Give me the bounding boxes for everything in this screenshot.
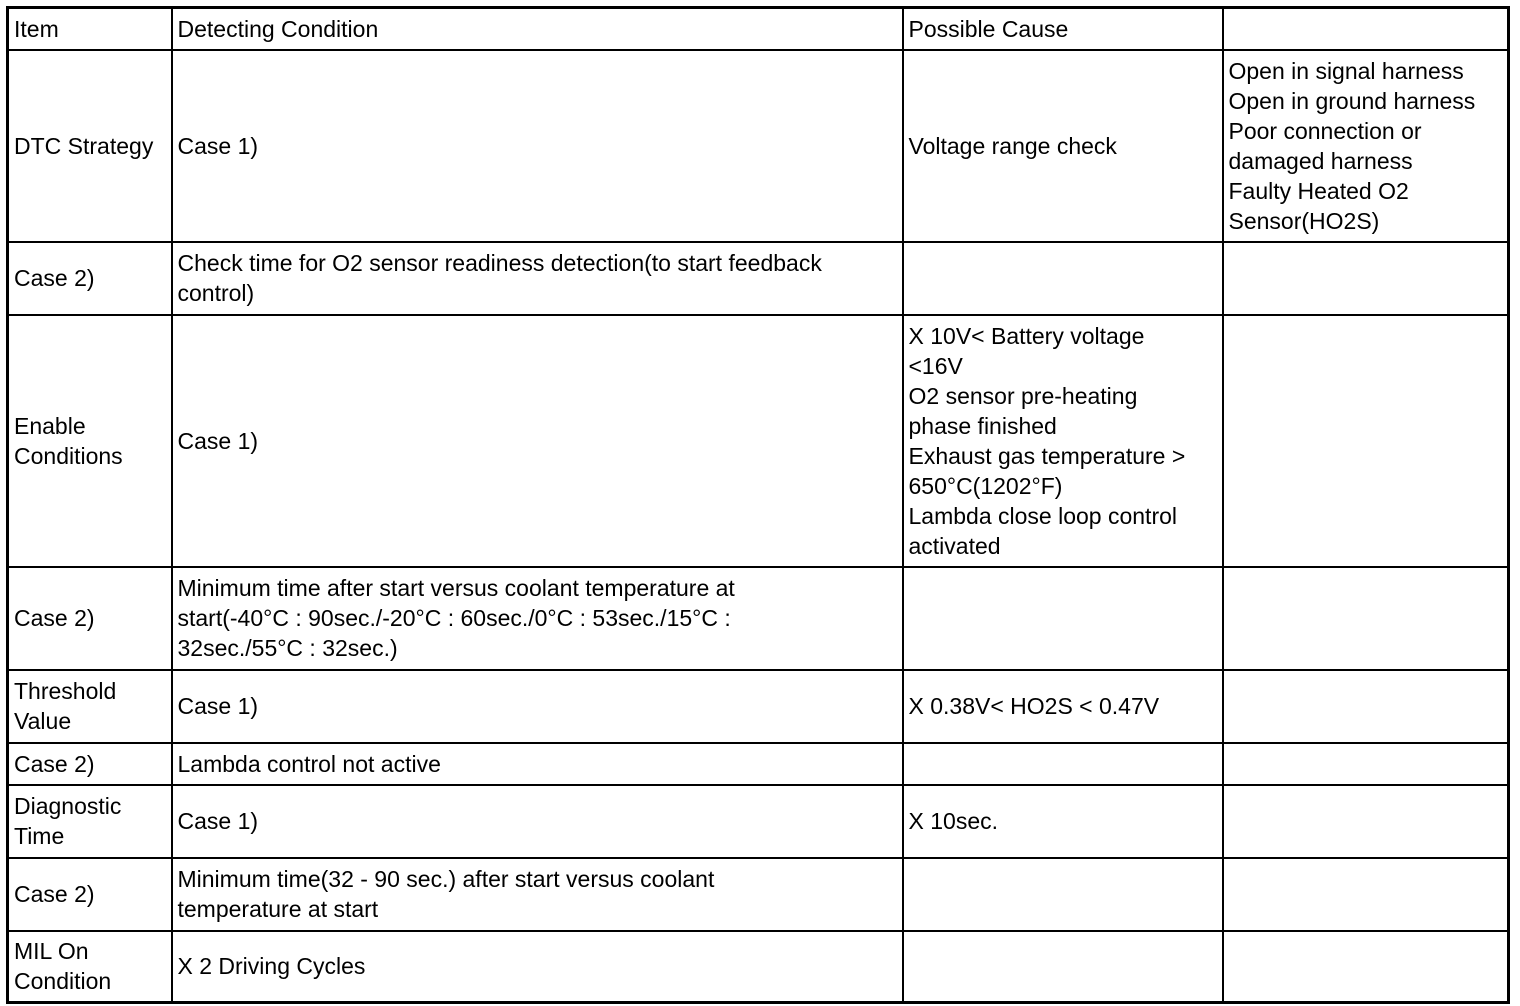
header-item: Item xyxy=(8,8,172,50)
cell-condition: Case 1) xyxy=(172,315,903,567)
cell-cause: X 0.38V< HO2S < 0.47V xyxy=(903,670,1223,743)
cell-cause xyxy=(903,858,1223,931)
cell-cause: X 10sec. xyxy=(903,785,1223,858)
header-extra xyxy=(1223,8,1509,50)
cell-cause xyxy=(903,931,1223,1003)
cell-item: Case 2) xyxy=(8,743,172,785)
cell-condition: Case 1) xyxy=(172,50,903,242)
cell-item: DTC Strategy xyxy=(8,50,172,242)
table-row xyxy=(8,315,1509,567)
table-row xyxy=(8,743,1509,785)
cell-extra: Open in signal harness Open in ground harness Poor connection or damaged harness Faulty Heated O2 Sensor(HO2S) xyxy=(1223,50,1509,242)
table-row xyxy=(8,858,1509,931)
table-row xyxy=(8,931,1509,1003)
table-row xyxy=(8,785,1509,858)
cell-extra xyxy=(1223,315,1509,567)
cell-extra xyxy=(1223,567,1509,670)
table-row xyxy=(8,242,1509,315)
cell-condition: Case 1) xyxy=(172,785,903,858)
cell-item: Threshold Value xyxy=(8,670,172,743)
cell-cause xyxy=(903,743,1223,785)
cell-cause: Voltage range check xyxy=(903,50,1223,242)
cell-condition: X 2 Driving Cycles xyxy=(172,931,903,1003)
cell-item: MIL On Condition xyxy=(8,931,172,1003)
cell-cause xyxy=(903,567,1223,670)
cell-extra xyxy=(1223,858,1509,931)
cell-extra xyxy=(1223,670,1509,743)
cell-item: Case 2) xyxy=(8,567,172,670)
cell-condition: Case 1) xyxy=(172,670,903,743)
cell-item: Enable Conditions xyxy=(8,315,172,567)
cell-condition: Check time for O2 sensor readiness detection(to start feedback control) xyxy=(172,242,903,315)
cell-extra xyxy=(1223,931,1509,1003)
table-row xyxy=(8,50,1509,242)
table-header-row xyxy=(8,8,1509,50)
diagnostic-table xyxy=(6,6,1510,1004)
cell-extra xyxy=(1223,242,1509,315)
header-possible-cause: Possible Cause xyxy=(903,8,1223,50)
cell-condition: Minimum time(32 - 90 sec.) after start versus coolant temperature at start xyxy=(172,858,903,931)
cell-item: Diagnostic Time xyxy=(8,785,172,858)
cell-condition: Lambda control not active xyxy=(172,743,903,785)
cell-cause: X 10V< Battery voltage <16V O2 sensor pre-heating phase finished Exhaust gas temperature > 650°C(1202°F) Lambda close loop control activated xyxy=(903,315,1223,567)
table-row xyxy=(8,670,1509,743)
cell-cause xyxy=(903,242,1223,315)
table-row xyxy=(8,567,1509,670)
cell-condition: Minimum time after start versus coolant temperature at start(-40°C : 90sec./-20°C : 60sec./0°C : 53sec./15°C : 32sec./55°C : 32sec.) xyxy=(172,567,903,670)
cell-extra xyxy=(1223,785,1509,858)
header-detecting-condition: Detecting Condition xyxy=(172,8,903,50)
cell-item: Case 2) xyxy=(8,858,172,931)
cell-item: Case 2) xyxy=(8,242,172,315)
cell-extra xyxy=(1223,743,1509,785)
